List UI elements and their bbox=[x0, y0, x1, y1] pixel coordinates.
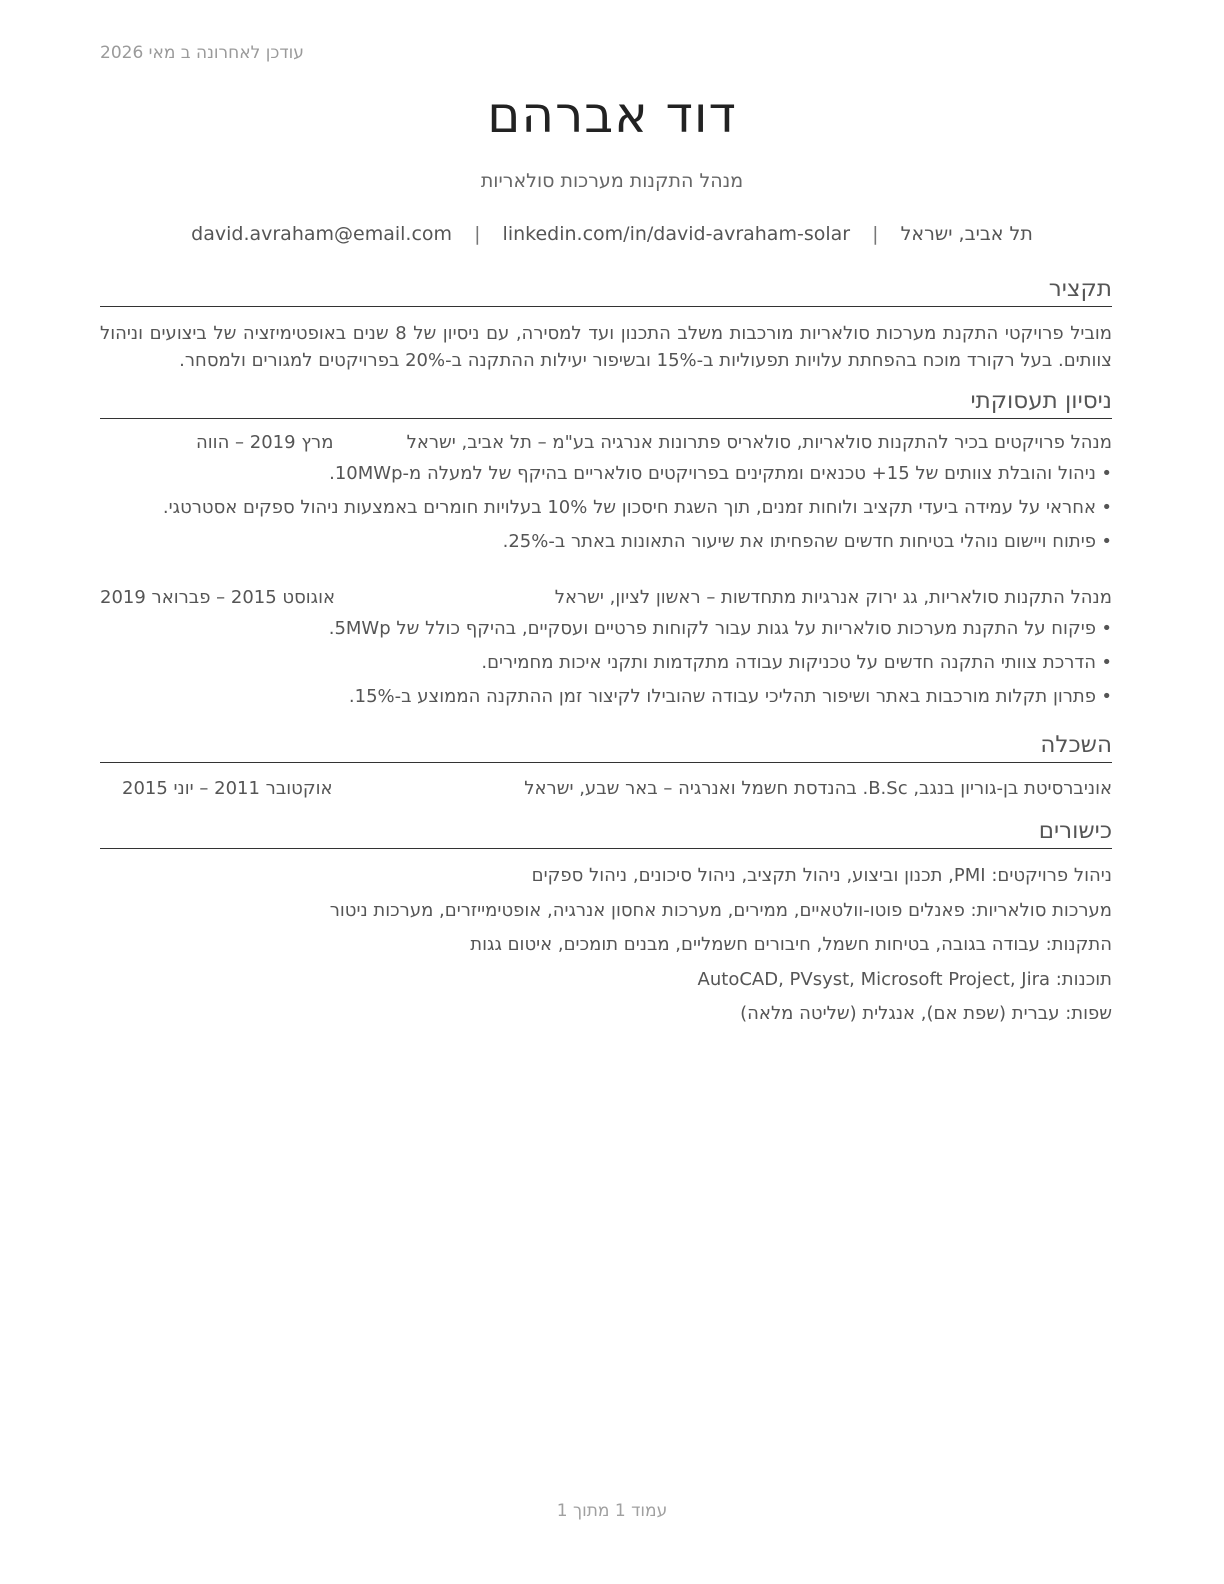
candidate-title: מנהל התקנות מערכות סולאריות bbox=[480, 170, 744, 192]
education-section bbox=[100, 730, 1112, 804]
skills-section bbox=[100, 816, 1112, 1032]
skills-heading: כישורים bbox=[100, 816, 1112, 849]
last-updated: עודכן לאחרונה ב מאי 2026 bbox=[100, 43, 304, 63]
job-bullet: • פיקוח על התקנת מערכות סולאריות על גגות עבור לקוחות פרטיים ועסקיים, בהיקף כולל של 5MWp. bbox=[100, 612, 1112, 646]
experience-heading: ניסיון תעסוקתי bbox=[100, 386, 1112, 419]
job-bullet: • פתרון תקלות מורכבות באתר ושיפור תהליכי עבודה שהובילו לקיצור זמן ההתקנה הממוצע ב-15%. bbox=[100, 680, 1112, 714]
skill-line: ניהול פרויקטים: PMI, תכנון וביצוע, ניהול תקציב, ניהול סיכונים, ניהול ספקים bbox=[531, 865, 1112, 886]
job-bullet: • הדרכת צוותי התקנה חדשים על טכניקות עבודה מתקדמות ותקני איכות מחמירים. bbox=[100, 646, 1112, 680]
education-degree: אוניברסיטת בן-גוריון בנגב, B.Sc. בהנדסת חשמל ואנרגיה – באר שבע, ישראל bbox=[524, 778, 1112, 799]
contact-location: תל אביב, ישראל bbox=[900, 223, 1033, 245]
education-dates: אוקטובר 2011 – יוני 2015 bbox=[122, 778, 333, 799]
education-entry bbox=[100, 774, 1112, 804]
summary-heading: תקציר bbox=[100, 274, 1112, 307]
contact-linkedin[interactable]: linkedin.com/in/david-avraham-solar bbox=[502, 223, 851, 245]
contact-email[interactable]: david.avraham@email.com bbox=[191, 223, 453, 245]
job-entry bbox=[100, 584, 1112, 714]
education-heading: השכלה bbox=[100, 730, 1112, 763]
contact-separator: | bbox=[872, 223, 879, 245]
job-dates: מרץ 2019 – הווה bbox=[196, 432, 334, 453]
job-dates: אוגוסט 2015 – פברואר 2019 bbox=[100, 587, 336, 608]
skill-line: התקנות: עבודה בגובה, בטיחות חשמל, חיבורים חשמליים, מבנים תומכים, איטום גגות bbox=[470, 934, 1112, 955]
contact-line bbox=[0, 223, 1224, 245]
candidate-name: דוד אברהם bbox=[487, 86, 737, 144]
experience-section bbox=[100, 386, 1112, 419]
job-bullets bbox=[100, 612, 1112, 714]
summary-section bbox=[100, 274, 1112, 374]
job-title: מנהל פרויקטים בכיר להתקנות סולאריות, סולאריס פתרונות אנרגיה בע"מ – תל אביב, ישראל bbox=[406, 432, 1112, 453]
job-header bbox=[100, 429, 1112, 457]
summary-text: מוביל פרויקטי התקנת מערכות סולאריות מורכבות משלב התכנון ועד למסירה, עם ניסיון של 8 שנים באופטימיזציה של ביצועים וניהול צוותים. בעל רקורד מוכח בהפחתת עלויות תפעוליות ב-15% ובשיפור יעילות ההתקנה ב-20% בפרויקטים למגורים ולמסחר. bbox=[100, 323, 1112, 371]
job-bullets bbox=[100, 457, 1112, 559]
job-bullet: • אחראי על עמידה ביעדי תקציב ולוחות זמנים, תוך השגת חיסכון של 10% בעלויות חומרים באמצעות ניהול ספקים אסטרטגי. bbox=[100, 491, 1112, 525]
page-number: עמוד 1 מתוך 1 bbox=[556, 1501, 668, 1521]
job-bullet: • פיתוח ויישום נוהלי בטיחות חדשים שהפחיתו את שיעור התאונות באתר ב-25%. bbox=[100, 525, 1112, 559]
skills-list bbox=[100, 859, 1112, 1032]
job-title: מנהל התקנות סולאריות, גג ירוק אנרגיות מתחדשות – ראשון לציון, ישראל bbox=[554, 587, 1112, 608]
contact-separator: | bbox=[474, 223, 481, 245]
skill-line: מערכות סולאריות: פאנלים פוטו-וולטאיים, ממירים, מערכות אחסון אנרגיה, אופטימייזרים, מערכות ניטור bbox=[329, 899, 1112, 921]
skill-line: תוכנות: AutoCAD, PVsyst, Microsoft Project, Jira bbox=[697, 968, 1112, 990]
job-bullet: • ניהול והובלת צוותים של 15+ טכנאים ומתקינים בפרויקטים סולאריים בהיקף של למעלה מ-10MWp. bbox=[100, 457, 1112, 491]
skill-line: שפות: עברית (שפת אם), אנגלית (שליטה מלאה) bbox=[740, 1003, 1112, 1024]
job-entry bbox=[100, 429, 1112, 559]
job-header bbox=[100, 584, 1112, 612]
